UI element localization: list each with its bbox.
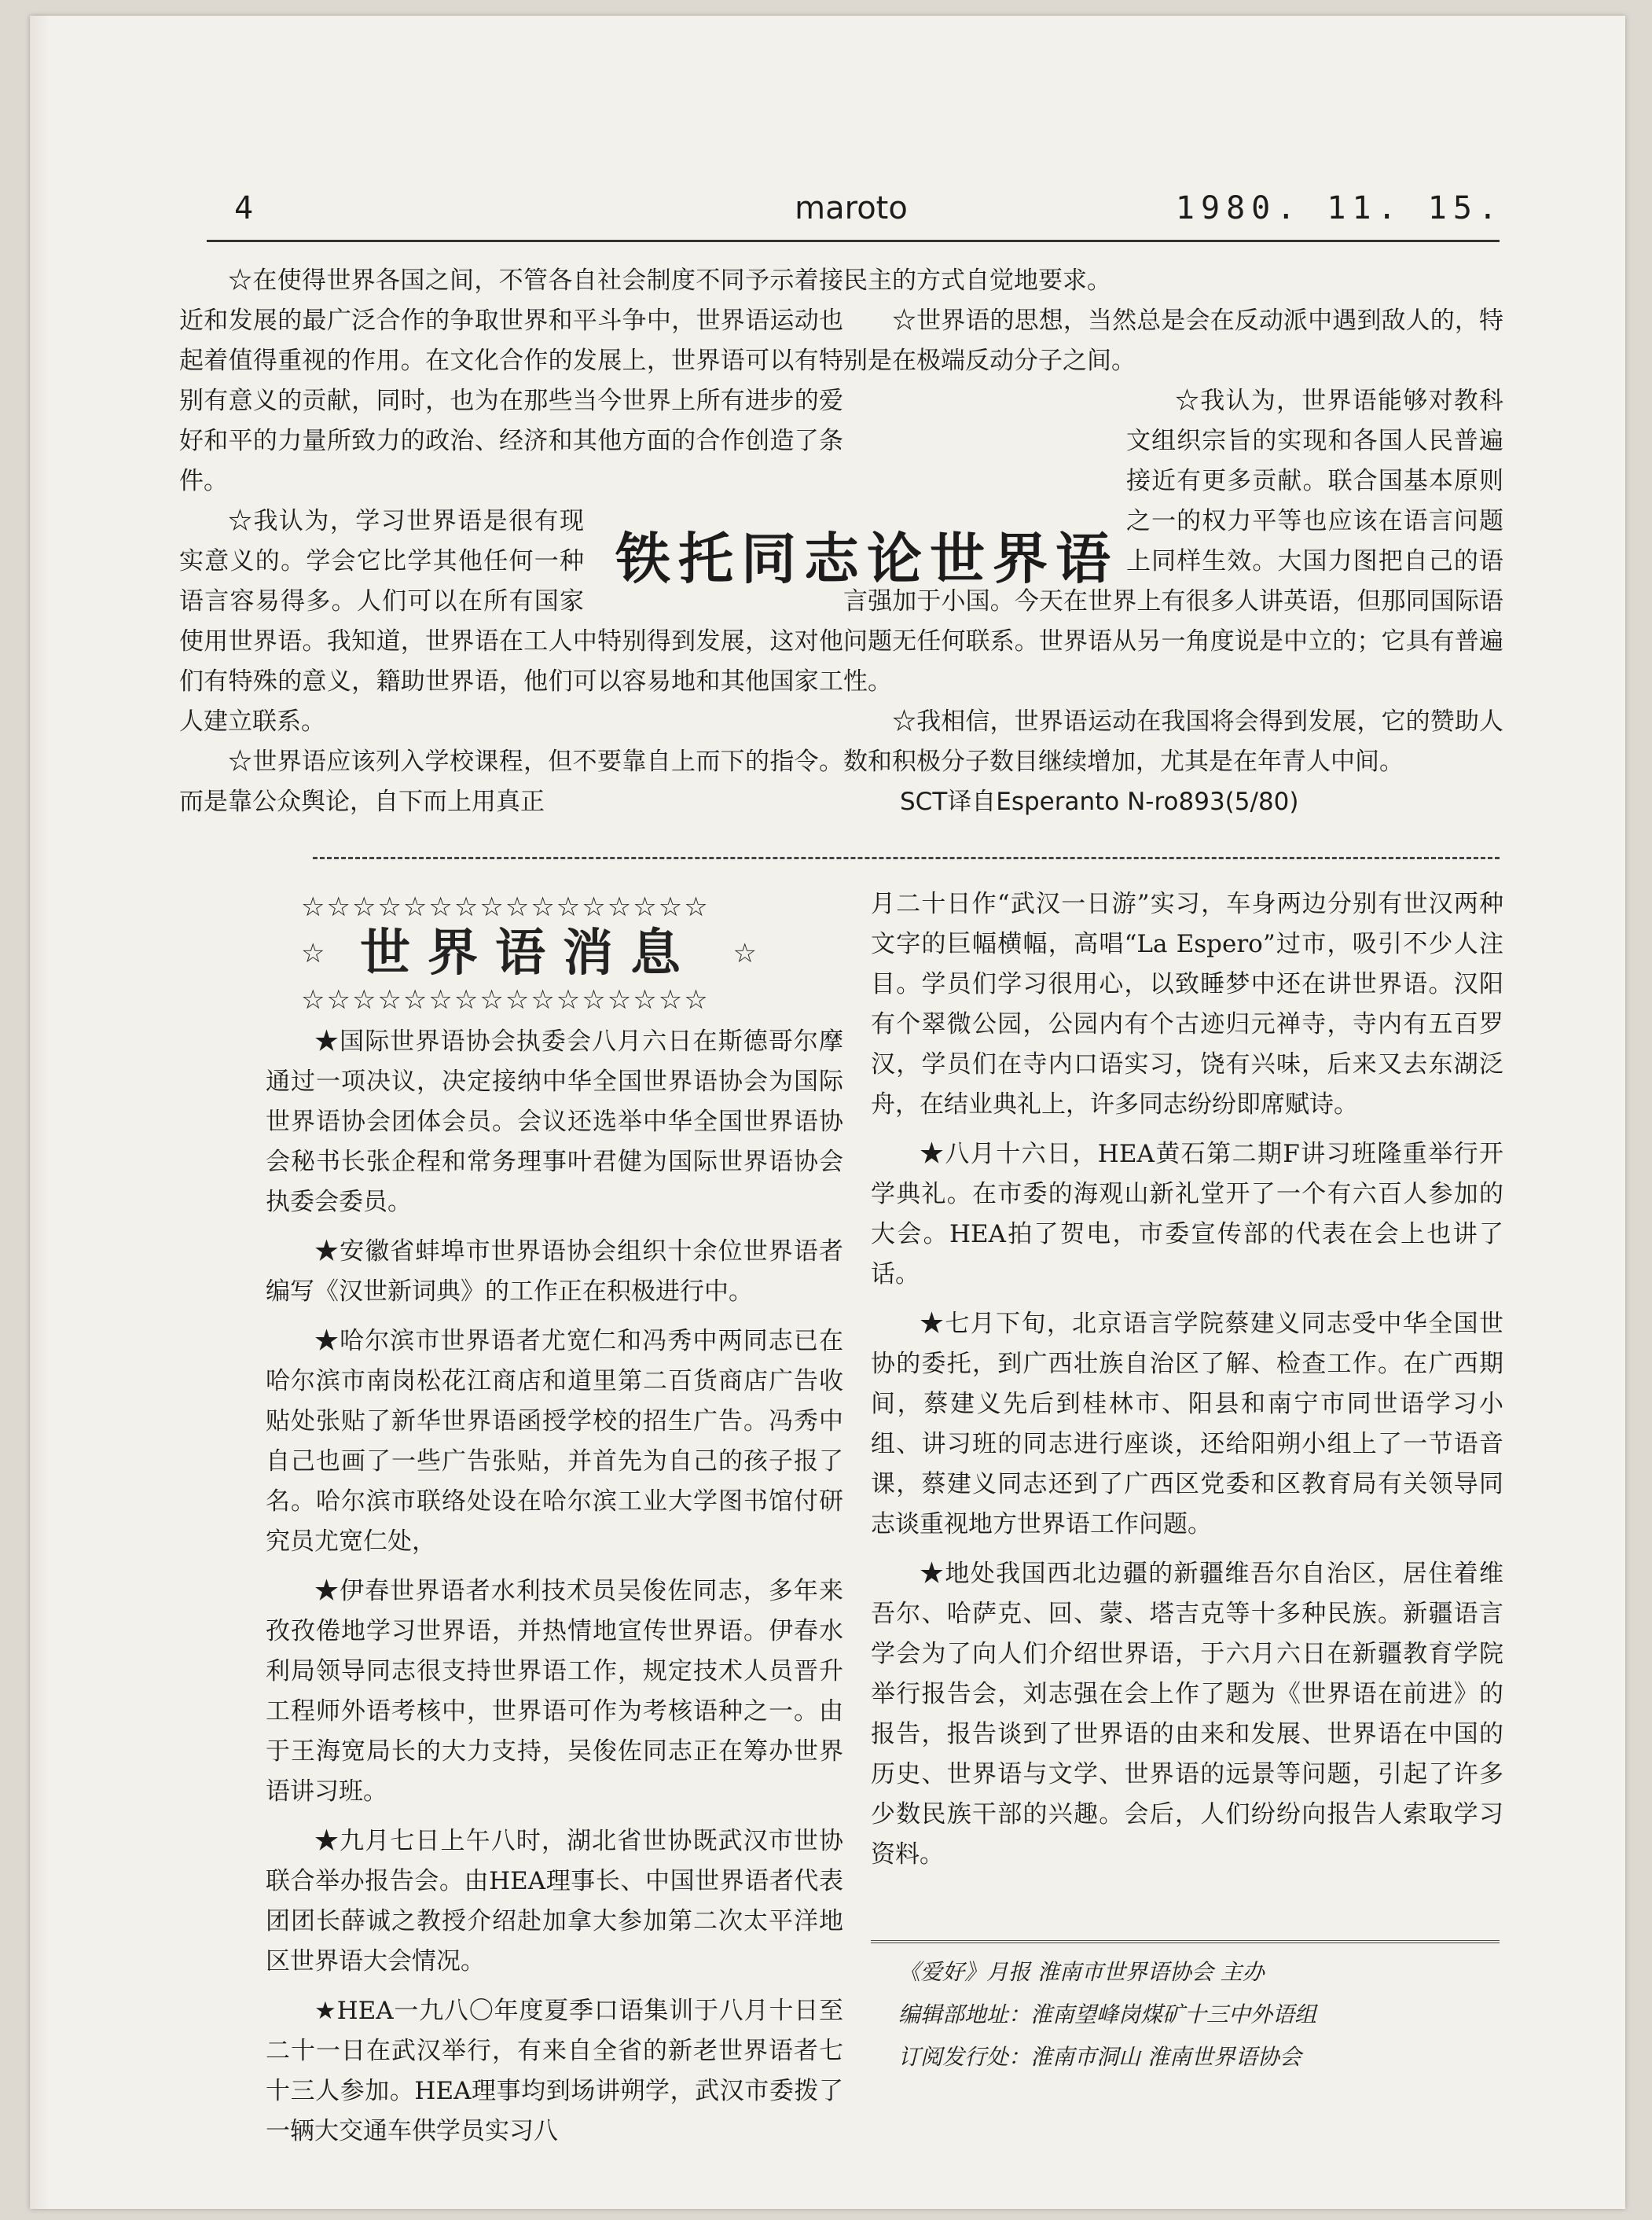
news-item: ★HEA一九八〇年度夏季口语集训于八月十日至二十一日在武汉举行，有来自全省的新老世界语者七十三人参加。HEA理事均到场讲朔学，武汉市委拨了一辆大交通车供学员实习八 bbox=[266, 1997, 843, 2145]
news-item: 月二十日作“武汉一日游”实习，车身两边分别有世汉两种文字的巨幅横幅，高唱“La Espero”过市，吸引不少人注目。学员们学习很用心，以致睡梦中还在讲世界语。汉阳有个翠微公园，公园内有个古迹归元禅寺，寺内有五百罗汉，学员们在寺内口语实习，饶有兴味，后来又去东湖泛舟，在结业典礼上，许多同志纷纷即席赋诗。 bbox=[871, 890, 1503, 1119]
news-column-left bbox=[266, 1022, 843, 2161]
publication-name: maroto bbox=[795, 190, 908, 226]
page-header bbox=[199, 190, 1503, 228]
news-item: ★地处我国西北边疆的新疆维吾尔自治区，居住着维吾尔、哈萨克、回、蒙、塔吉克等十多种民族。新疆语言学会为了向人们介绍世界语，于六月六日在新疆教育学院举行报告会，刘志强在会上作了题为《世界语在前进》的报告，报告谈到了世界语的由来和发展、世界语在中国的历史、世界语与文学、世界语的远景等问题，引起了许多少数民族干部的兴趣。会后，人们纷纷向报告人索取学习资料。 bbox=[871, 1560, 1503, 1869]
star-icon: ☆ bbox=[732, 938, 757, 969]
article-paragraph: ☆我认为，世界语能够对教科文组织宗旨的实现和各国人民普遍接近有更多贡献。联合国基本原则之一的权力平等也应该在语言问题上同样生效。大国力图把自己的语言强加于小国。今天在世界上有很多人讲英语，但那同国际语问题无任何联系。世界语从另一角度说是中立的；它具有普遍性。 bbox=[843, 387, 1503, 696]
masthead-box bbox=[875, 1951, 1500, 2078]
masthead-rule bbox=[871, 1940, 1500, 1943]
article-paragraph: ☆在使得世界各国之间，不管各自社会制度不同予示着接近和发展的最广泛合作的争取世界和平斗争中，世界语运动也起着值得重视的作用。在文化合作的发展上，世界语可以有特别有意义的贡献，同时，也为在那些当今世界上所有进步的爱好和平的力量所致力的政治、经济和其他方面的合作创造了条件。 bbox=[179, 266, 843, 495]
news-item: ★哈尔滨市世界语者尤宽仁和冯秀中两同志已在哈尔滨市南岗松花江商店和道里第二百货商店广告收贴处张贴了新华世界语函授学校的招生广告。冯秀中自己也画了一些广告张贴，并首先为自己的孩子报了名。哈尔滨市联络处设在哈尔滨工业大学图书馆付研究员尤宽仁处， bbox=[266, 1327, 843, 1556]
masthead-line: 订阅发行处：淮南市洞山 淮南世界语协会 bbox=[898, 2044, 1301, 2070]
star-border-bottom: ☆☆☆☆☆☆☆☆☆☆☆☆☆☆☆☆ bbox=[301, 984, 710, 1016]
section-divider bbox=[313, 857, 1500, 859]
star-border-top: ☆☆☆☆☆☆☆☆☆☆☆☆☆☆☆☆ bbox=[301, 891, 710, 923]
news-item: ★九月七日上午八时，湖北省世协既武汉市世协联合举办报告会。由HEA理事长、中国世界语者代表团团长薛诚之教授介绍赴加拿大参加第二次太平洋地区世界语大会情况。 bbox=[266, 1827, 843, 1976]
star-icon: ☆ bbox=[301, 938, 325, 969]
news-column-right bbox=[871, 884, 1503, 1884]
page-edge bbox=[30, 16, 50, 2209]
masthead-line: 编辑部地址：淮南望峰岗煤矿十三中外语组 bbox=[898, 2001, 1317, 2027]
article-credit: SCT译自Esperanto N-ro893(5/80) bbox=[900, 788, 1299, 816]
article-paragraph: 民主的方式自觉地要求。 bbox=[843, 266, 1111, 295]
article-paragraph: ☆世界语的思想，当然总是会在反动派中遇到敌人的，特别是在极端反动分子之间。 bbox=[843, 307, 1503, 375]
page-number: 4 bbox=[234, 190, 254, 226]
news-item: ★七月下旬，北京语言学院蔡建义同志受中华全国世协的委托，到广西壮族自治区了解、检查工作。在广西期间，蔡建义先后到桂林市、阳县和南宁市同世语学习小组、讲习班的同志进行座谈，还给阳朔小组上了一节语音课，蔡建义同志还到了广西区党委和区教育局有关领导同志谈重视地方世界语工作问题。 bbox=[871, 1310, 1503, 1538]
newspaper-page bbox=[30, 16, 1625, 2209]
article-paragraph: ☆我认为，学习世界语是很有现实意义的。学会它比学其他任何一种语言容易得多。人们可以在所有国家使用世界语。我知道，世界语在工人中特别得到发展，这对他们有特殊的意义，籍助世界语，他们可以容易地和其他国家工人建立联系。 bbox=[179, 507, 843, 736]
news-title-box bbox=[301, 888, 757, 1014]
header-rule bbox=[207, 240, 1500, 242]
masthead-line: 《爱好》月报 淮南市世界语协会 主办 bbox=[898, 1959, 1265, 1985]
article-column-right bbox=[843, 261, 1503, 822]
article-paragraph: ☆我相信，世界语运动在我国将会得到发展，它的赞助人数和积极分子数目继续增加，尤其是在年青人中间。 bbox=[843, 708, 1503, 776]
article-title: 铁托同志论世界语 bbox=[615, 526, 1118, 591]
article-column-left bbox=[179, 261, 843, 822]
news-item: ★八月十六日，HEA黄石第二期F讲习班隆重举行开学典礼。在市委的海观山新礼堂开了一个有六百人参加的大会。HEA拍了贺电，市委宣传部的代表在会上也讲了话。 bbox=[871, 1140, 1503, 1288]
issue-date: 1980. 11. 15. bbox=[1175, 190, 1503, 226]
news-item: ★安徽省蚌埠市世界语协会组织十余位世界语者编写《汉世新词典》的工作正在积极进行中。 bbox=[266, 1237, 843, 1306]
news-section-title: 世界语消息 bbox=[360, 924, 698, 983]
news-item: ★国际世界语协会执委会八月六日在斯德哥尔摩通过一项决议，决定接纳中华全国世界语协会为国际世界语协会团体会员。会议还选举中华全国世界语协会秘书长张企程和常务理事叶君健为国际世界语协会执委会委员。 bbox=[266, 1027, 843, 1216]
news-item: ★伊春世界语者水利技术员吴俊佐同志，多年来孜孜倦地学习世界语，并热情地宣传世界语。伊春水利局领导同志很支持世界语工作，规定技术人员晋升工程师外语考核中，世界语可作为考核语种之一。由于王海宽局长的大力支持，吴俊佐同志正在筹办世界语讲习班。 bbox=[266, 1577, 843, 1806]
article-paragraph: ☆世界语应该列入学校课程，但不要靠自上而下的指令。而是靠公众舆论，自下而上用真正 bbox=[179, 748, 843, 816]
